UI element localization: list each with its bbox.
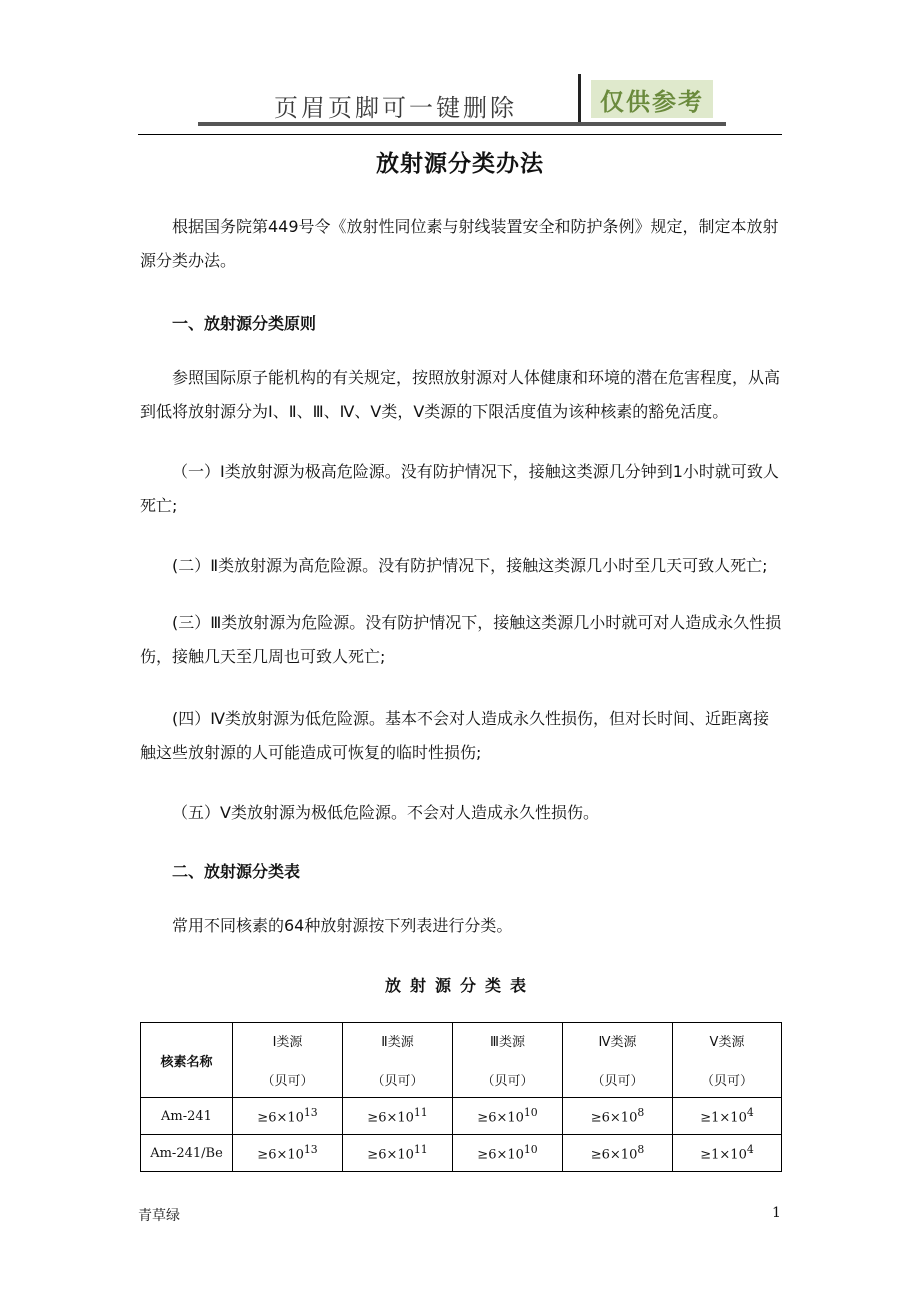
table-title: 放射源分类表 (384, 976, 535, 995)
class-3-item: (三）Ⅲ类放射源为危险源。没有防护情况下，接触这类源几小时就可对人造成永久性损伤，接触几天至几周也可致人死亡; (140, 613, 782, 666)
header-banner (198, 74, 726, 126)
intro-paragraph: 根据国务院第449号令《放射性同位素与射线装置安全和防护条例》规定，制定本放射源分类办法。 (140, 217, 779, 270)
class-header-unit: （贝可） (700, 1074, 753, 1089)
class-header (343, 1023, 453, 1098)
table-header-row (141, 1023, 782, 1098)
class-header (453, 1023, 563, 1098)
document-title: 放射源分类办法 (376, 151, 544, 177)
activity-exponent: 11 (413, 1106, 428, 1120)
activity-base: ≥6×10 (257, 1147, 304, 1163)
class-header-label: Ⅰ类源 (272, 1035, 303, 1050)
activity-exponent: 4 (746, 1106, 754, 1120)
activity-cell (453, 1135, 563, 1172)
classification-table (140, 1022, 782, 1172)
activity-exponent: 10 (523, 1106, 538, 1120)
header-left-text: 页眉页脚可一键删除 (274, 94, 517, 122)
activity-cell (563, 1098, 673, 1135)
nuclide-header: 核素名称 (141, 1023, 233, 1098)
activity-base: ≥6×10 (590, 1147, 638, 1163)
class-header (233, 1023, 343, 1098)
header-underline (198, 122, 726, 126)
activity-base: ≥1×10 (700, 1110, 747, 1126)
activity-cell (233, 1135, 343, 1172)
activity-base: ≥6×10 (590, 1110, 638, 1126)
activity-base: ≥6×10 (367, 1147, 414, 1163)
class-2-item: (二）Ⅱ类放射源为高危险源。没有防护情况下，接触这类源几小时至几天可致人死亡; (172, 556, 768, 575)
class-header-unit: （贝可） (591, 1074, 644, 1089)
activity-exponent: 13 (303, 1143, 318, 1157)
class-header-label: Ⅴ类源 (709, 1035, 745, 1050)
activity-exponent: 4 (746, 1143, 754, 1157)
section-2-body: 常用不同核素的64种放射源按下列表进行分类。 (172, 916, 513, 935)
activity-exponent: 13 (303, 1106, 318, 1120)
class-4-item: (四）Ⅳ类放射源为低危险源。基本不会对人造成永久性损伤，但对长时间、近距离接触这些放射源的人可能造成可恢复的临时性损伤; (140, 709, 770, 762)
class-5-item: （五）Ⅴ类放射源为极低危险源。不会对人造成永久性损伤。 (172, 803, 599, 822)
class-header-label: Ⅱ类源 (381, 1035, 414, 1050)
class-1-item: （一）Ⅰ类放射源为极高危险源。没有防护情况下，接触这类源几分钟到1小时就可致人死亡; (140, 462, 779, 515)
activity-cell (673, 1135, 782, 1172)
activity-base: ≥6×10 (477, 1110, 524, 1126)
top-rule (138, 134, 782, 135)
nuclide-cell: Am-241 (141, 1098, 233, 1135)
activity-exponent: 10 (523, 1143, 538, 1157)
activity-exponent: 8 (637, 1106, 645, 1120)
page-number: 1 (772, 1205, 781, 1221)
class-header-unit: （贝可） (261, 1074, 314, 1089)
class-header (563, 1023, 673, 1098)
class-header-label: Ⅳ类源 (598, 1035, 637, 1050)
activity-exponent: 11 (413, 1143, 428, 1157)
activity-cell (453, 1098, 563, 1135)
section-2-heading: 二、放射源分类表 (172, 862, 301, 881)
section-1-body: 参照国际原子能机构的有关规定，按照放射源对人体健康和环境的潜在危害程度，从高到低将放射源分为Ⅰ、Ⅱ、Ⅲ、Ⅳ、Ⅴ类，Ⅴ类源的下限活度值为该种核素的豁免活度。 (140, 368, 781, 421)
class-header-unit: （贝可） (371, 1074, 424, 1089)
activity-base: ≥6×10 (367, 1110, 414, 1126)
activity-base: ≥6×10 (257, 1110, 304, 1126)
header-divider (578, 74, 581, 122)
activity-cell (563, 1135, 673, 1172)
activity-base: ≥6×10 (477, 1147, 524, 1163)
activity-exponent: 8 (637, 1143, 645, 1157)
section-1-heading: 一、放射源分类原则 (172, 314, 317, 333)
footer-left-text: 青草绿 (138, 1208, 180, 1224)
activity-base: ≥1×10 (700, 1147, 747, 1163)
table-row (141, 1098, 782, 1135)
class-header-unit: （贝可） (481, 1074, 534, 1089)
activity-cell (233, 1098, 343, 1135)
activity-cell (343, 1098, 453, 1135)
class-header (673, 1023, 782, 1098)
activity-cell (343, 1135, 453, 1172)
header-right-badge: 仅供参考 (591, 80, 713, 118)
class-header-label: Ⅲ类源 (490, 1035, 525, 1050)
nuclide-cell: Am-241/Be (141, 1135, 233, 1172)
table-row (141, 1135, 782, 1172)
activity-cell (673, 1098, 782, 1135)
